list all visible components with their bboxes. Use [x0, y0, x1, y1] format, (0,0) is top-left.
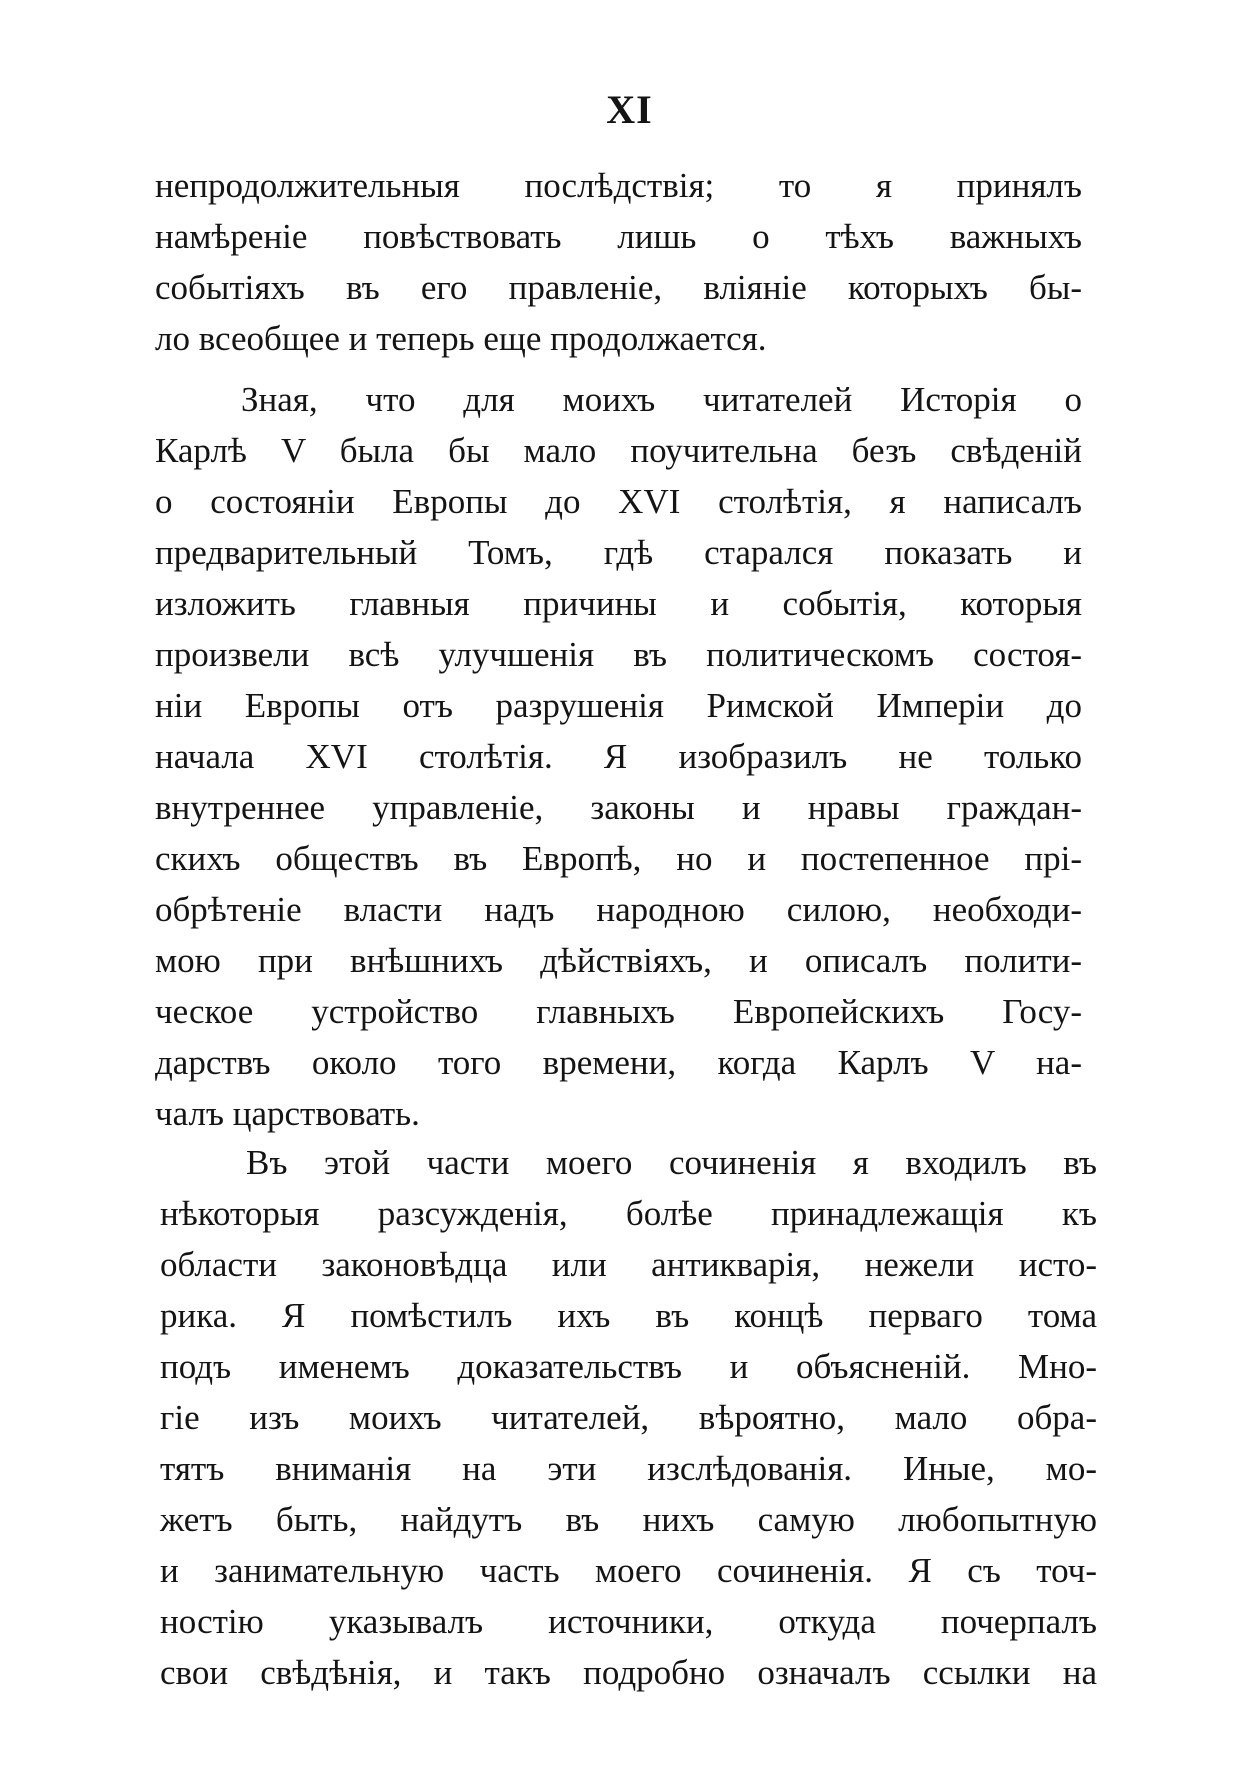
- text-line: области законовѣдца или антикварія, нежели исто-: [160, 1245, 1097, 1284]
- text-line: нѣкоторыя разсужденія, болѣе принадлежащія къ: [160, 1194, 1097, 1233]
- text-line: рика. Я помѣстилъ ихъ въ концѣ перваго тома: [160, 1296, 1097, 1335]
- paragraph-1: [155, 160, 1082, 364]
- text-line: жетъ быть, найдутъ въ нихъ самую любопытную: [160, 1500, 1097, 1539]
- text-line: предварительный Томъ, гдѣ старался показать и: [155, 533, 1082, 572]
- paragraph-2: [155, 374, 1082, 1139]
- text-line: непродолжительныя послѣдствія; то я принялъ: [155, 166, 1082, 205]
- paragraph-3: [160, 1137, 1097, 1698]
- text-line: намѣреніе повѣствовать лишь о тѣхъ важныхъ: [155, 217, 1082, 256]
- page-number: XI: [606, 87, 653, 132]
- text-line: событіяхъ въ его правленіе, вліяніе которыхъ бы-: [155, 268, 1082, 307]
- text-line: ностію указывалъ источники, откуда почерпалъ: [160, 1602, 1097, 1641]
- text-line: мою при внѣшнихъ дѣйствіяхъ, и описалъ полити-: [155, 941, 1082, 980]
- text-line: дарствъ около того времени, когда Карлъ V на-: [155, 1043, 1082, 1082]
- text-line: ніи Европы отъ разрушенія Римской Имперіи до: [155, 686, 1082, 725]
- text-line: о состояніи Европы до XVI столѣтія, я написалъ: [155, 482, 1082, 521]
- text-line: Зная, что для моихъ читателей Исторія о: [241, 380, 1082, 419]
- text-line: подъ именемъ доказательствъ и объясненій. Мно-: [160, 1347, 1097, 1386]
- text-line: Карлѣ V была бы мало поучительна безъ свѣденій: [155, 431, 1082, 470]
- text-line: внутреннее управленіе, законы и нравы граждан-: [155, 788, 1082, 827]
- text-line: гіе изъ моихъ читателей, вѣроятно, мало обра-: [160, 1398, 1097, 1437]
- text-line: начала XVI столѣтія. Я изобразилъ не только: [155, 737, 1082, 776]
- text-line: ческое устройство главныхъ Европейскихъ Госу-: [155, 992, 1082, 1031]
- text-line: чалъ царствовать.: [155, 1094, 420, 1133]
- text-line: обрѣтеніе власти надъ народною силою, необходи-: [155, 890, 1082, 929]
- text-line: свои свѣдѣнія, и такъ подробно означалъ ссылки на: [160, 1653, 1097, 1692]
- text-line: и занимательную часть моего сочиненія. Я съ точ-: [160, 1551, 1097, 1590]
- text-line: Въ этой части моего сочиненія я входилъ въ: [246, 1143, 1097, 1182]
- text-line: изложить главныя причины и событія, которыя: [155, 584, 1082, 623]
- text-line: ло всеобщее и теперь еще продолжается.: [155, 319, 767, 358]
- text-line: скихъ обществъ въ Европѣ, но и постепенное прі-: [155, 839, 1082, 878]
- text-line: произвели всѣ улучшенія въ политическомъ состоя-: [155, 635, 1082, 674]
- text-line: тятъ вниманія на эти изслѣдованія. Иные, мо-: [160, 1449, 1097, 1488]
